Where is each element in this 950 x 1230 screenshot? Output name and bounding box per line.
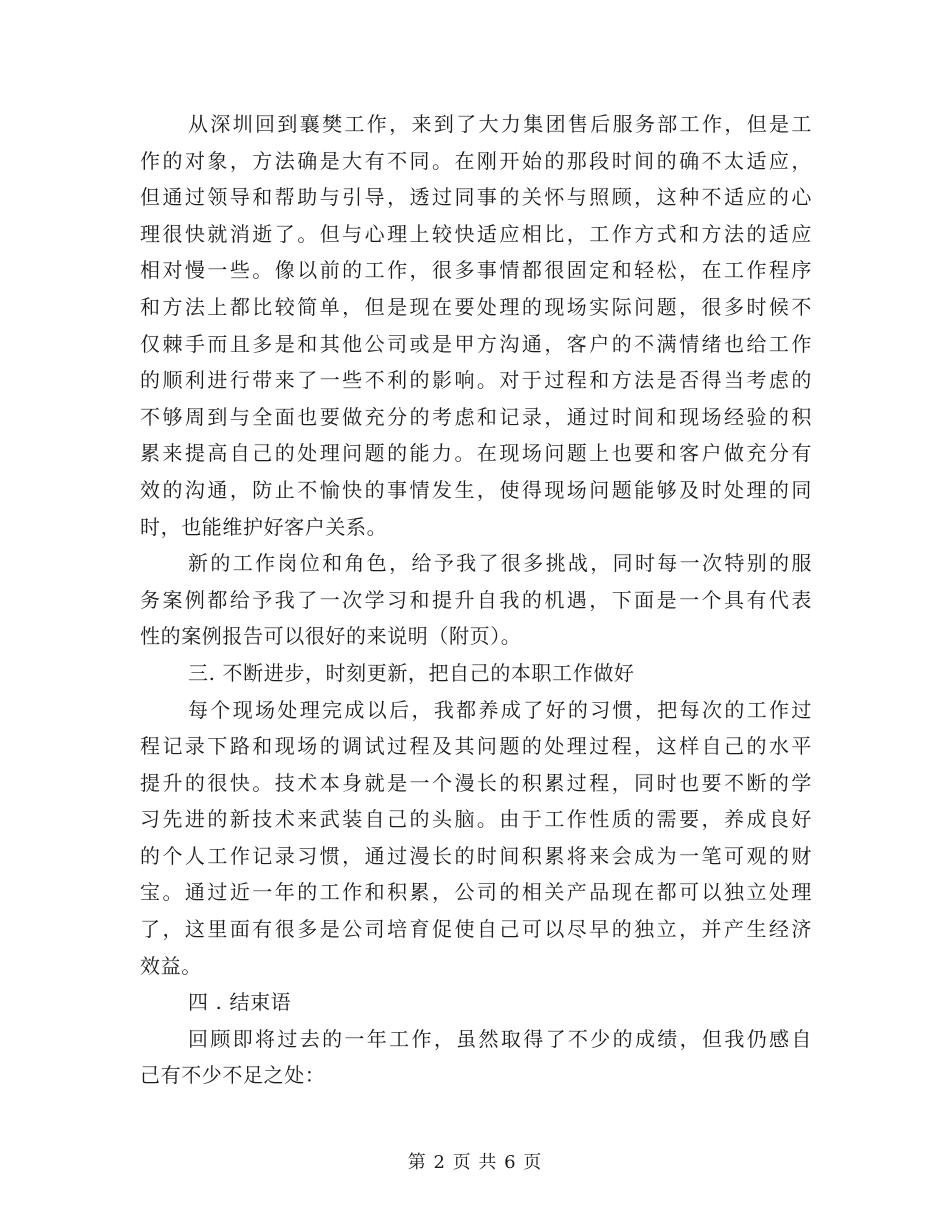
paragraph-line: 己有不少不足之处： [140, 1063, 326, 1088]
paragraph-line: 累来提高自己的处理问题的能力。在现场问题上也要和客户做充分有 [140, 441, 812, 466]
paragraph-line: 不够周到与全面也要做充分的考虑和记录，通过时间和现场经验的积 [140, 404, 812, 429]
paragraph-line: 习先进的新技术来武装自己的头脑。由于工作性质的需要，养成良好 [140, 807, 812, 832]
page-number-footer: 第 2 页 共 6 页 [407, 1152, 543, 1173]
paragraph-line: 作的对象，方法确是大有不同。在刚开始的那段时间的确不太适应， [140, 148, 812, 173]
paragraph-line: 每个现场处理完成以后，我都养成了好的习惯，把每次的工作过 [188, 697, 812, 722]
paragraph-line: 的顺利进行带来了一些不利的影响。对于过程和方法是否得当考虑的 [140, 368, 812, 393]
section-heading: 四 . 结束语 [188, 990, 292, 1015]
paragraph-line: 理很快就消逝了。但与心理上较快适应相比，工作方式和方法的适应 [140, 221, 812, 246]
paragraph-line: 仅棘手而且多是和其他公司或是甲方沟通，客户的不满情绪也给工作 [140, 331, 812, 356]
paragraph-line: 提升的很快。技术本身就是一个漫长的积累过程，同时也要不断的学 [140, 770, 812, 795]
paragraph-line: 新的工作岗位和角色，给予我了很多挑战，同时每一次特别的服 [188, 551, 812, 576]
paragraph-line: 但通过领导和帮助与引导，透过同事的关怀与照顾，这种不适应的心 [140, 185, 812, 210]
paragraph-line: 程记录下路和现场的调试过程及其问题的处理过程，这样自己的水平 [140, 734, 812, 759]
paragraph-line: 效益。 [140, 953, 202, 978]
paragraph-line: 宝。通过近一年的工作和积累，公司的相关产品现在都可以独立处理 [140, 880, 812, 905]
paragraph-line: 效的沟通，防止不愉快的事情发生，使得现场问题能够及时处理的同 [140, 477, 812, 502]
paragraph-line: 务案例都给予我了一次学习和提升自我的机遇，下面是一个具有代表 [140, 587, 812, 612]
paragraph-line: 从深圳回到襄樊工作，来到了大力集团售后服务部工作，但是工 [188, 112, 812, 136]
paragraph-line: 和方法上都比较简单，但是现在要处理的现场实际问题，很多时候不 [140, 294, 812, 319]
paragraph-line: 了，这里面有很多是公司培育促使自己可以尽早的独立，并产生经济 [140, 917, 812, 942]
paragraph-line: 回顾即将过去的一年工作，虽然取得了不少的成绩，但我仍感自 [188, 1026, 812, 1051]
section-heading: 三. 不断进步，时刻更新，把自己的本职工作做好 [188, 660, 635, 685]
paragraph-line: 的个人工作记录习惯，通过漫长的时间积累将来会成为一笔可观的财 [140, 843, 812, 868]
paragraph-line: 相对慢一些。像以前的工作，很多事情都很固定和轻松，在工作程序 [140, 258, 812, 283]
paragraph-line: 性的案例报告可以很好的来说明（附页）。 [140, 624, 522, 649]
paragraph-line: 时，也能维护好客户关系。 [140, 514, 388, 539]
document-body [140, 106, 812, 1094]
